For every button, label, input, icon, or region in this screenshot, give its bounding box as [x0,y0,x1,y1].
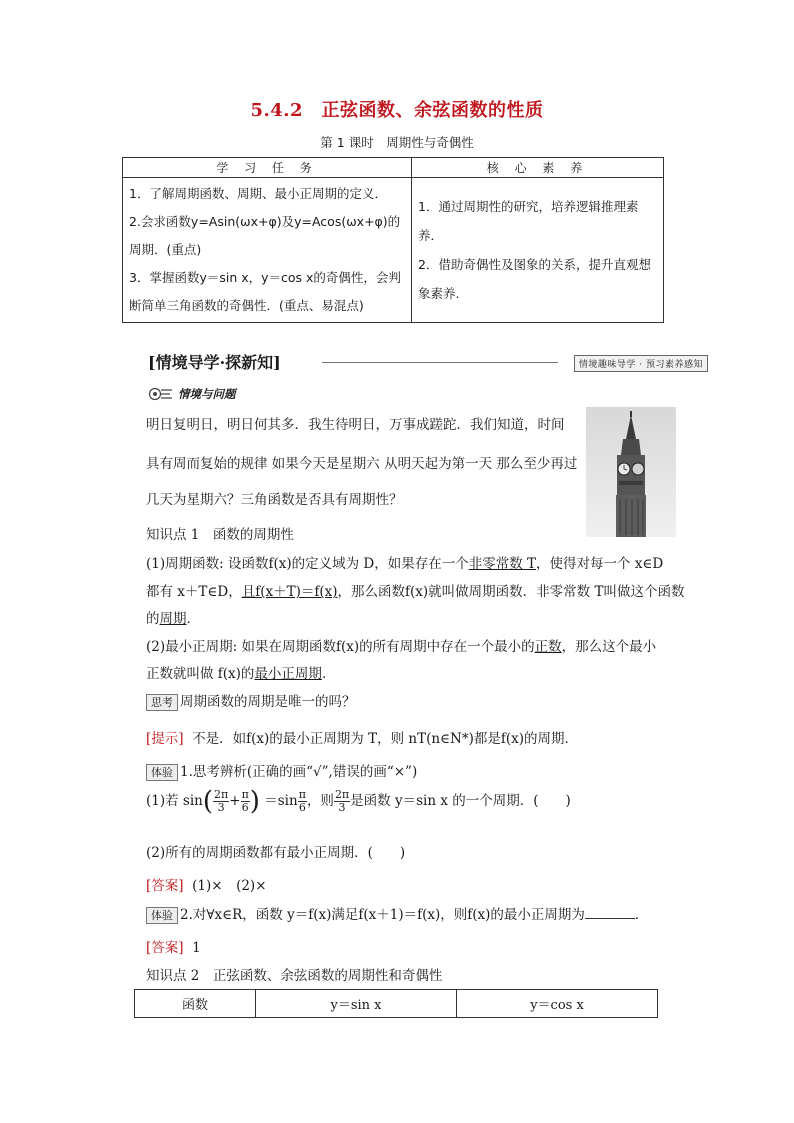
table-header-sin: y＝sin x [256,990,457,1018]
denominator: 6 [298,801,306,814]
think-hint [146,727,578,747]
section-title: 5.4.2 正弦函数、余弦函数的性质 [250,100,544,121]
answer-text: (1)× (2)× [192,878,267,894]
banner-tag: 情境趣味导学 · 预习素养感知 [574,355,708,372]
key-term: 周期 [159,611,187,627]
tasks-cell [123,178,412,323]
text: ，则 [306,793,334,809]
numerator: 2π [214,788,229,801]
answer-tag: [答案] [146,878,184,894]
situation-line: 几天为星期六？三角函数是否具有周期性？ [146,492,403,508]
text: 是函数 y＝sin x 的一个周期．( ) [350,793,571,809]
fraction [298,789,307,814]
fraction [334,789,350,814]
paren: ) [249,786,260,817]
think-question [146,690,356,711]
think-tag: 思考 [146,694,178,711]
exercise-1-prompt [146,760,417,781]
exercise-tag: 体验 [146,907,178,924]
situation-heading [148,386,236,402]
denominator: 6 [241,801,249,814]
clock-tower-image [586,407,676,537]
exercise-2-prompt [146,903,648,924]
situation-head-label: 情境与问题 [178,387,236,401]
text: ． [186,611,200,627]
hint-text: 不是．如f(x)的最小正周期为 T，则 nT(n∈N*)都是f(x)的周期． [192,731,578,747]
question-text: 周期函数的周期是唯一的吗？ [180,694,356,710]
prompt-text: 2.对∀x∈R，函数 y＝f(x)满足f(x＋1)＝f(x)，则f(x)的最小正周期为 [180,907,585,923]
text: ＝sin [264,793,298,809]
fraction [213,789,229,814]
text: 正数就叫做 f(x)的 [146,666,255,682]
key-term: 正数 [534,639,562,655]
min-period-def-line [146,662,335,682]
knowledge-point-2-title: 知识点 2 正弦函数、余弦函数的周期性和奇偶性 [146,968,443,984]
key-term: 最小正周期 [254,666,322,682]
fraction [241,789,250,814]
lesson-subtitle: 第 1 课时 周期性与奇偶性 [320,135,474,150]
periodic-def-line [146,607,200,627]
periodic-def-line [146,552,663,572]
plus: + [229,793,241,809]
section-banner [146,350,708,372]
text: ． [634,907,649,923]
paren: ( [202,786,214,817]
table-header-function: 函数 [135,990,256,1018]
text: 都有 x＋T∈D， [146,584,242,600]
exercise-1-question-2: (2)所有的周期函数都有最小正周期．( ) [146,845,406,861]
answer-text: 1 [192,940,201,956]
exercise-1-answer [146,874,267,894]
denominator: 3 [338,801,346,814]
situation-line: 明日复明日，明日何其多．我生待明日，万事成蹉跎．我们知道，时间 [146,417,565,433]
text: (1)若 sin [146,793,203,809]
task-item: 1．了解周期函数、周期、最小正周期的定义． [129,186,387,201]
key-term: 且f(x＋T)＝f(x) [241,584,338,600]
key-term: 非零常数 T [468,556,537,572]
big-ben-photo [586,407,676,537]
min-period-def-line [146,635,656,655]
exercise-tag: 体验 [146,764,178,781]
text: ，那么这个最小 [561,639,657,655]
literacy-header: 核 心 素 养 [412,158,664,178]
knowledge-point-1-title: 知识点 1 函数的周期性 [146,527,294,543]
literacy-item: 1．通过周期性的研究，培养逻辑推理素养． [418,199,639,243]
situation-line: 具有周而复始的规律 如果今天是星期六 从明天起为第一天 那么至少再过 [146,456,578,472]
literacy-item: 2．借助奇偶性及图象的关系，提升直观想象素养. [418,257,651,301]
task-item: 2.会求函数y=Asin(ωx+φ)及y=Acos(ωx+φ)的周期．(重点) [129,214,401,257]
answer-blank [585,918,635,919]
text: ，那么函数f(x)就叫做周期函数．非零常数 T叫做这个函数 [337,584,685,600]
hint-tag: [提示] [146,731,184,747]
learning-tasks-table [122,157,664,323]
denominator: 3 [217,801,225,814]
text: (1)周期函数: 设函数f(x)的定义域为 D，如果存在一个 [146,556,469,572]
numerator: 2π [334,788,350,801]
exercise-1-question-1 [146,786,571,817]
sin-cos-properties-table [134,989,658,1018]
text: 的 [146,611,160,627]
table-header-cos: y＝cos x [457,990,658,1018]
tasks-header: 学 习 任 务 [123,158,412,178]
text: ，使得对每一个 x∈D [536,556,664,572]
situation-icon [148,387,174,401]
banner-title: [情境导学·探新知] [148,353,281,372]
exercise-2-answer [146,936,201,956]
literacy-cell [412,178,664,323]
task-item: 3．掌握函数y＝sin x，y＝cos x的奇偶性，会判断简单三角函数的奇偶性．(重点、易混点) [129,270,401,313]
banner-divider [322,362,558,363]
text: ． [321,666,336,682]
numerator: π [241,788,249,801]
numerator: π [298,788,306,801]
prompt-text: 1.思考辨析(正确的画“√”,错误的画“×”) [180,764,418,780]
periodic-def-line [146,580,684,600]
answer-tag: [答案] [146,940,184,956]
text: (2)最小正周期: 如果在周期函数f(x)的所有周期中存在一个最小的 [146,639,535,655]
